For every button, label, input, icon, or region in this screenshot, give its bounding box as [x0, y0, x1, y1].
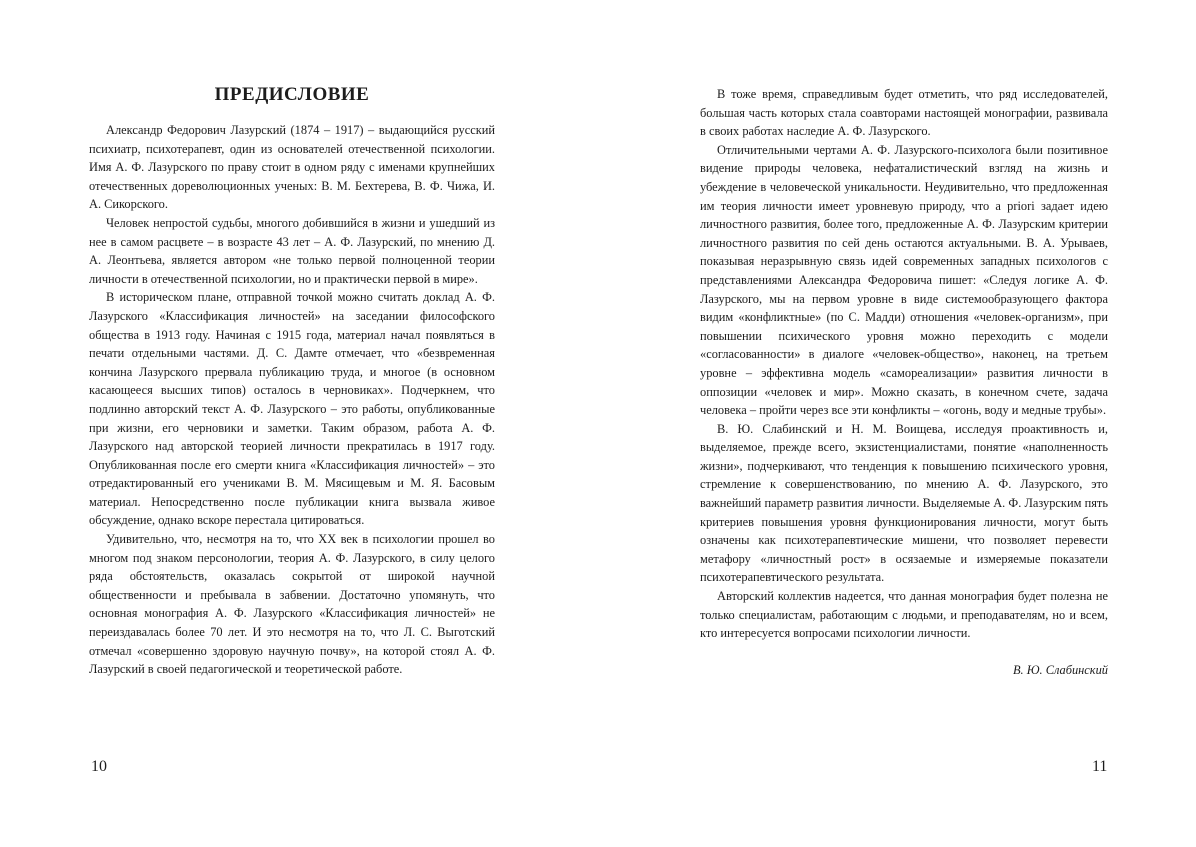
- paragraph: Удивительно, что, несмотря на то, что XX век в психологии прошел во многом под знаком персонологии, теория А. Ф. Лазурского, в силу целого ряда обстоятельств, оказалась сокрытой от широкой научной общественности и пребывала в забвении. Достаточно упомянуть, что основная монография А. Ф. Лазурского «Классификация личностей» не переиздавалась более 70 лет. И это несмотря на то, что Л. С. Выготский отмечал «совершенно здоровую научную почву», на которой стоял А. Ф. Лазурский в своей педагогической и теоретической работе.: [89, 532, 495, 677]
- right-text-column: [700, 85, 1108, 679]
- paragraph: В тоже время, справедливым будет отметить, что ряд исследователей, большая часть которых стала соавторами настоящей монографии, развивала в своих работах наследие А. Ф. Лазурского.: [700, 87, 1108, 139]
- right-page: [598, 0, 1196, 847]
- left-text-column: [89, 121, 495, 679]
- paragraph: В историческом плане, отправной точкой можно считать доклад А. Ф. Лазурского «Классификация личностей» на заседании философского общества в 1913 году. Начиная с 1915 года, материал начал появляться в печати отдельными частями. Д. С. Дамте отмечает, что «безвременная кончина Лазурского прервала публикацию труда, и многое (в основном касающееся высших типов) осталось в черновиках». Подчеркнем, что подлинно авторский текст А. Ф. Лазурского – это работы, опубликованные при жизни, его черновики и заметки. Таким образом, работа А. Ф. Лазурского над авторской теорией личности прекратилась в 1917 году. Опубликованная после его смерти книга «Классификация личностей» – это отредактированный его учениками В. М. Мясищевым и М. Я. Басовым материал. Непосредственно после публикации книга вызвала живое обсуждение, однако вскоре перестала цитироваться.: [89, 290, 495, 528]
- paragraph: Человек непростой судьбы, многого добившийся в жизни и ушедший из нее в самом расцвете – в возрасте 43 лет – А. Ф. Лазурский, по мнению Д. А. Леонтьева, является автором «не только первой полноценной теории личности в отечественной психологии, но и практически первой в мире».: [89, 215, 495, 286]
- paragraph: Отличительными чертами А. Ф. Лазурского-психолога были позитивное видение природы человека, нефаталистический взгляд на жизнь и убеждение в человеческой уникальности. Неудивительно, что предложенная им теория личности имеет уровневую природу, что а priori задает идею личностного развития, более того, предложенные А. Ф. Лазурским критерии личностного развития по сей день остаются актуальными. В. А. Урываев, показывая неразрывную связь идей современных западных психологов с представлениями Александра Федоровича пишет: «Следуя логике А. Ф. Лазурского, мы на первом уровне в виде системообразующего фактора видим «конфликтные» (по С. Мадди) отношения «человек-организм», при повышении психического уровня можно переходить с модели «согласованности» в диалоге «человек-общество», наконец, на третьем уровне – эффективна модель «самореализации» развития личности в оппозиции «человек и мир». Можно сказать, в конечном счете, задача человека – пройти через все эти конфликты – «огонь, воду и медные трубы».: [700, 142, 1108, 418]
- paragraph: Авторский коллектив надеется, что данная монография будет полезна не только специалистам, работающим с людьми, и преподавателям, но и всем, кто интересуется вопросами психологии личности.: [700, 589, 1108, 641]
- page-title: ПРЕДИСЛОВИЕ: [214, 84, 370, 105]
- page-number-left: 10: [91, 758, 107, 775]
- paragraph: В. Ю. Слабинский и Н. М. Воищева, исследуя проактивность и, выделяемое, прежде всего, экзистенциалистами, понятие «наполненность жизни», подчеркивают, что тенденция к повышению психического уровня, стремление к совершенствованию, по мнению А. Ф. Лазурского, это важнейший параметр развития личности. Выделяемые А. Ф. Лазурским пять критериев повышения уровня функционирования личности, могут быть означены как психотерапевтические мишени, что позволяет перевести метафору «личностный рост» в осязаемые и измеряемые показатели психотерапевтического результата.: [700, 421, 1108, 585]
- page-number-right: 11: [1092, 758, 1108, 775]
- author-signature: В. Ю. Слабинский: [1012, 662, 1108, 677]
- paragraph: Александр Федорович Лазурский (1874 – 1917) – выдающийся русский психиатр, психотерапевт, один из основателей отечественной психологии. Имя А. Ф. Лазурского по праву стоит в одном ряду с именами крупнейших отечественных дореволюционных ученых: В. М. Бехтерева, В. Ф. Чижа, И. А. Сикорского.: [89, 123, 495, 212]
